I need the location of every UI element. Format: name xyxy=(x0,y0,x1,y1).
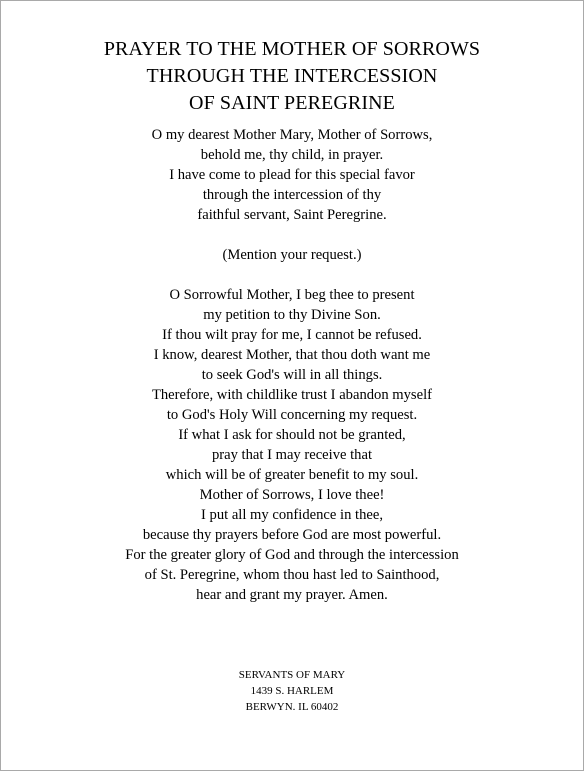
prayer-line: of St. Peregrine, whom thou hast led to Sainthood, xyxy=(144,567,440,583)
prayer-line: Therefore, with childlike trust I abandon myself xyxy=(151,387,433,403)
stanza-gap xyxy=(1,265,583,285)
title-line: OF SAINT PEREGRINE xyxy=(189,92,395,114)
publisher-address xyxy=(1,667,583,715)
prayer-line: to seek God's will in all things. xyxy=(201,367,383,383)
title-line: THROUGH THE INTERCESSION xyxy=(146,65,438,87)
publisher-name: SERVANTS OF MARY xyxy=(238,669,346,681)
prayer-line: my petition to thy Divine Son. xyxy=(203,307,381,323)
prayer-instruction: (Mention your request.) xyxy=(222,247,362,263)
stanza-gap xyxy=(1,225,583,245)
prayer-line: I know, dearest Mother, that thou doth want me xyxy=(153,347,431,363)
prayer-line: If what I ask for should not be granted, xyxy=(178,427,406,443)
stanza-2 xyxy=(1,285,583,605)
prayer-line: faithful servant, Saint Peregrine. xyxy=(197,207,387,223)
prayer-line: If thou wilt pray for me, I cannot be refused. xyxy=(162,327,422,343)
publisher-city: BERWYN. IL 60402 xyxy=(245,701,339,713)
prayer-line: Mother of Sorrows, I love thee! xyxy=(199,487,385,503)
prayer-line: through the intercession of thy xyxy=(202,187,382,203)
prayer-line: because thy prayers before God are most powerful. xyxy=(142,527,442,543)
prayer-title xyxy=(1,36,583,117)
title-line: PRAYER TO THE MOTHER OF SORROWS xyxy=(103,38,481,60)
prayer-line: O my dearest Mother Mary, Mother of Sorrows, xyxy=(151,127,433,143)
prayer-line: hear and grant my prayer. Amen. xyxy=(196,587,388,603)
prayer-line: behold me, thy child, in prayer. xyxy=(200,147,384,163)
prayer-line: For the greater glory of God and through the intercession xyxy=(125,547,459,563)
prayer-line: O Sorrowful Mother, I beg thee to present xyxy=(169,287,415,303)
stanza-1 xyxy=(1,125,583,225)
prayer-body xyxy=(1,125,583,605)
publisher-street: 1439 S. HARLEM xyxy=(250,685,334,697)
prayer-line: I have come to plead for this special favor xyxy=(169,167,415,183)
prayer-line: I put all my confidence in thee, xyxy=(201,507,383,523)
prayer-line: pray that I may receive that xyxy=(211,447,373,463)
prayer-line: which will be of greater benefit to my soul. xyxy=(165,467,419,483)
prayer-line: to God's Holy Will concerning my request. xyxy=(166,407,418,423)
